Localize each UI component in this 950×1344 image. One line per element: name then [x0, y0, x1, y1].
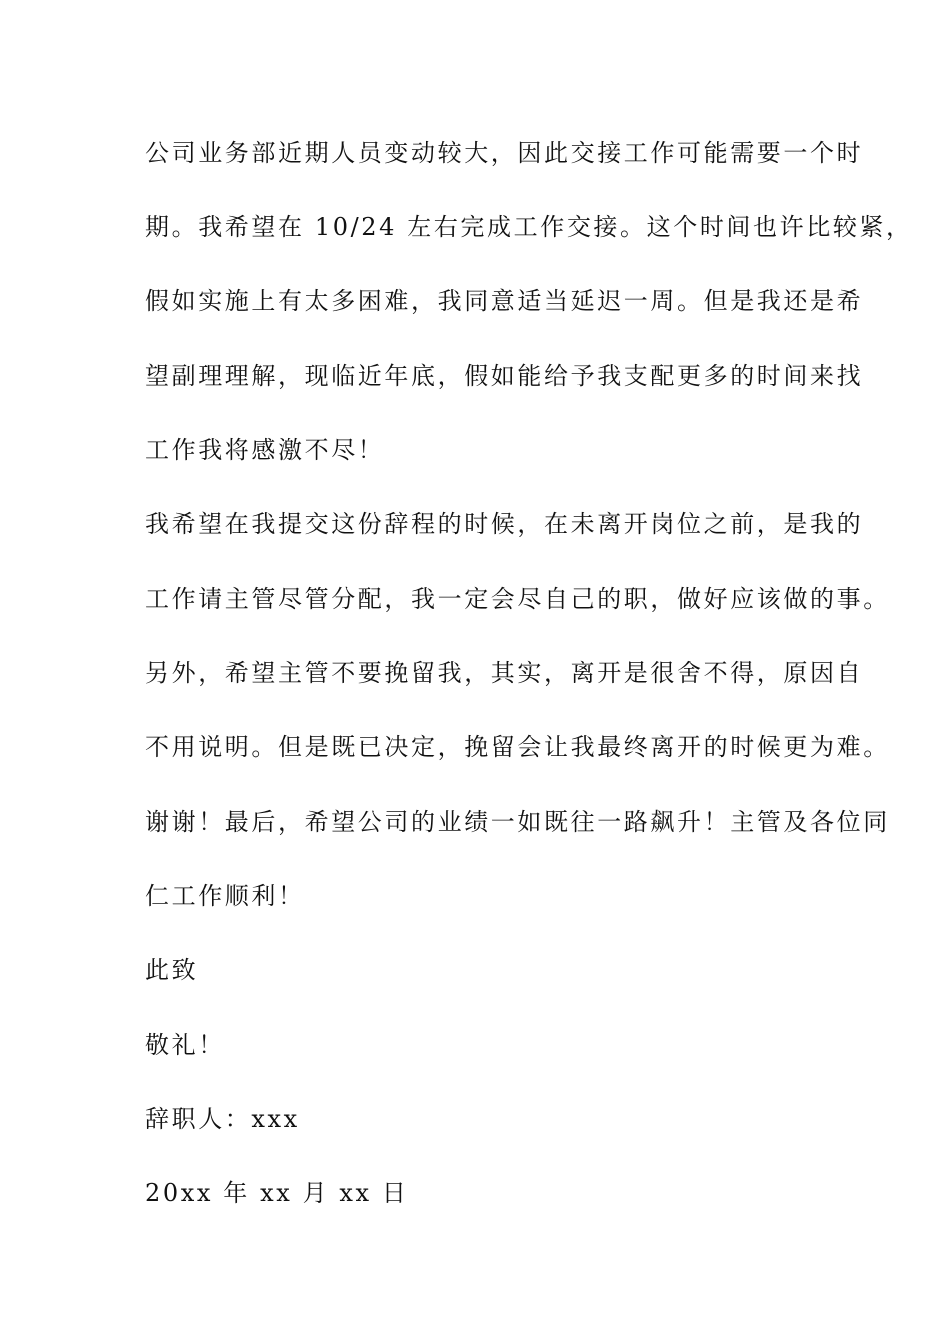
- paragraph-2-line-1: 我希望在我提交这份辞程的时候，在未离开岗位之前，是我的: [145, 510, 864, 538]
- salutation-line: 敬礼！: [145, 1031, 225, 1059]
- paragraph-2-line-5: 谢谢！最后，希望公司的业绩一如既往一路飙升！主管及各位同: [145, 808, 890, 836]
- closing-line: 此致: [145, 956, 199, 984]
- paragraph-1-line-1: 公司业务部近期人员变动较大，因此交接工作可能需要一个时: [145, 139, 864, 167]
- paragraph-1-line-5: 工作我将感激不尽！: [145, 436, 385, 464]
- paragraph-1-line-4: 望副理理解，现临近年底，假如能给予我支配更多的时间来找: [145, 362, 864, 390]
- paragraph-2-line-6: 仁工作顺利！: [145, 882, 305, 910]
- paragraph-2-line-2: 工作请主管尽管分配，我一定会尽自己的职，做好应该做的事。: [145, 585, 890, 613]
- paragraph-2-line-3: 另外，希望主管不要挽留我，其实，离开是很舍不得，原因自: [145, 659, 864, 687]
- paragraph-2-line-4: 不用说明。但是既已决定，挽留会让我最终离开的时候更为难。: [145, 733, 890, 761]
- date-line: 20xx 年 xx 月 xx 日: [145, 1179, 409, 1207]
- signature-line: 辞职人：xxx: [145, 1105, 300, 1133]
- paragraph-1-line-3: 假如实施上有太多困难，我同意适当延迟一周。但是我还是希: [145, 287, 864, 315]
- paragraph-1-line-2: 期。我希望在 10/24 左右完成工作交接。这个时间也许比较紧，: [145, 213, 913, 241]
